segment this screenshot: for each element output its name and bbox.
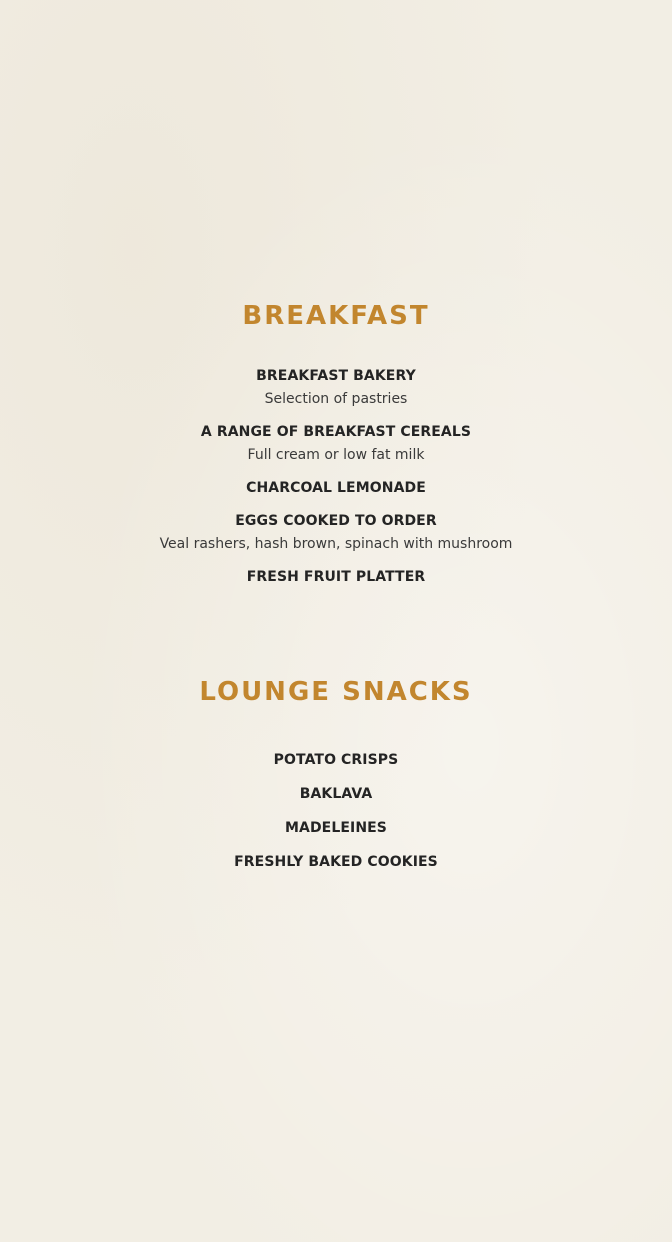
menu-item [0, 749, 672, 772]
menu-item-name: A RANGE OF BREAKFAST CEREALS [200, 424, 472, 440]
breakfast-heading: BREAKFAST [242, 301, 430, 331]
breakfast-section [0, 296, 672, 599]
menu-item [0, 510, 672, 556]
breakfast-item-list [0, 365, 672, 589]
menu-item-description: Full cream or low fat milk [247, 447, 425, 463]
menu-item-name: BAKLAVA [299, 786, 373, 802]
menu-item-name: FRESHLY BAKED COOKIES [234, 854, 438, 870]
menu-item-name: POTATO CRISPS [273, 752, 399, 768]
menu-item-name: FRESH FRUIT PLATTER [246, 569, 426, 585]
menu-item [0, 566, 672, 589]
menu-item [0, 421, 672, 467]
menu-item [0, 817, 672, 840]
menu-item-name: MADELEINES [284, 820, 387, 836]
lounge-snacks-section [0, 672, 672, 885]
menu-item-name: EGGS COOKED TO ORDER [235, 513, 437, 529]
lounge-snacks-heading: LOUNGE SNACKS [199, 677, 473, 707]
menu-item-description: Veal rashers, hash brown, spinach with mushroom [159, 536, 513, 552]
menu-item-name: CHARCOAL LEMONADE [246, 480, 426, 496]
menu-item-name: BREAKFAST BAKERY [256, 368, 416, 384]
menu-item-description: Selection of pastries [264, 391, 408, 407]
menu-item [0, 477, 672, 500]
menu-item [0, 783, 672, 806]
menu-item [0, 851, 672, 874]
menu-item [0, 365, 672, 411]
lounge-snacks-item-list [0, 749, 672, 874]
